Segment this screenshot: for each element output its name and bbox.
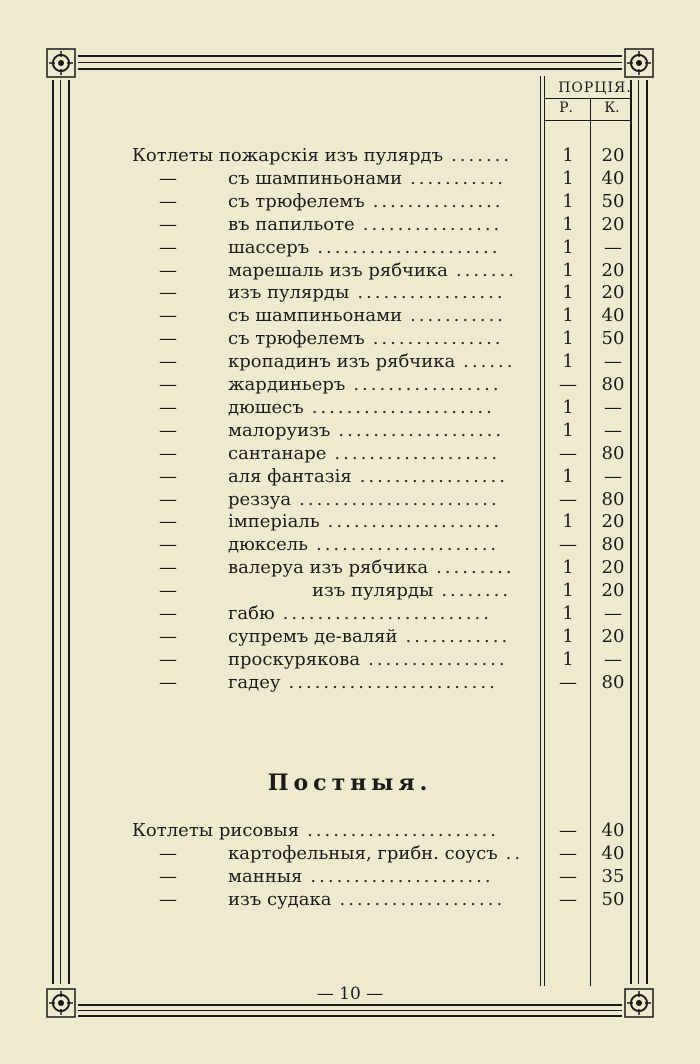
ditto-dash: — [159,625,177,647]
dot-leader: ......... [436,557,515,579]
frame-top-line [78,55,622,57]
header-underline-2 [544,120,630,121]
dot-leader: ...................... [307,820,499,841]
price-kop: — [604,603,622,624]
ditto-dash: — [159,374,177,395]
dot-leader: ..................... [310,866,494,887]
ditto-dash: — [159,282,177,304]
ornament-corner-icon [624,48,654,78]
price-rub: — [559,820,577,841]
price-kop: 40 [601,843,625,864]
menu-row [0,374,700,396]
ornament-corner-icon [46,48,76,78]
dish-name: малоруизъ [228,419,331,441]
dot-leader: ........................ [288,671,498,693]
ditto-dash: — [159,190,177,212]
dot-leader: ................. [357,282,506,304]
dot-leader: ............ [405,625,511,647]
frame-bottom-line-inner2 [78,1015,622,1017]
menu-row [0,237,700,259]
ditto-dash: — [159,843,177,864]
price-rub: 1 [562,511,574,533]
price-kop: 20 [601,511,625,533]
price-kop: — [604,648,622,670]
price-rub: — [559,866,577,887]
price-rub: 1 [562,328,574,350]
dot-leader: ................ [368,648,508,670]
price-rub: — [559,534,577,556]
menu-row [0,557,700,579]
dish-name: аля фантазія [228,465,352,487]
dot-leader: .................... [327,511,503,533]
dish-name: дюшесъ [228,396,304,418]
frame-bottom-line-inner [78,1010,622,1011]
menu-row [0,214,700,236]
rub-header: Р. [559,100,573,116]
dot-leader: ....... [455,259,517,281]
menu-row [0,351,700,373]
price-rub: 1 [562,167,574,189]
menu-row [0,282,700,304]
ditto-dash: — [159,351,177,373]
dish-name: жардиньеръ [228,374,346,395]
dot-leader: .. [505,843,524,864]
price-rub: 1 [562,580,574,602]
price-kop: 50 [601,889,625,910]
frame-top-line-inner [78,62,622,63]
price-rub: — [559,374,577,395]
dot-leader: ........ [441,580,512,602]
price-rub: 1 [562,648,574,670]
ditto-dash: — [159,419,177,441]
ditto-dash: — [159,580,177,602]
menu-row [0,305,700,327]
ditto-dash: — [159,465,177,487]
price-rub: 1 [562,625,574,647]
price-rub: 1 [562,396,574,418]
dish-name: супремъ де-валяй [228,625,398,647]
menu-row [0,843,700,865]
kop-header: К. [604,100,620,116]
price-kop: — [604,465,622,487]
price-kop: 80 [601,374,625,395]
dish-name: съ трюфелемъ [228,190,365,212]
ditto-dash: — [159,167,177,189]
menu-row [0,420,700,442]
menu-row [0,260,700,282]
price-rub: 1 [562,557,574,579]
dot-leader: ..................... [311,396,495,418]
dish-name: съ шампиньонами [228,305,403,327]
ditto-dash: — [159,889,177,910]
menu-row [0,649,700,671]
menu-row [0,534,700,556]
price-kop: 80 [601,534,625,556]
price-rub: 1 [562,305,574,327]
price-kop: 20 [601,259,625,281]
page-number: — 10 — [316,984,384,1004]
price-rub: 1 [562,282,574,304]
ditto-dash: — [159,442,177,464]
ditto-dash: — [159,866,177,887]
menu-row [0,626,700,648]
price-rub: 1 [562,145,574,166]
menu-row [0,603,700,625]
menu-row [0,889,700,911]
dot-leader: ................... [338,419,505,441]
price-rub: — [559,889,577,910]
price-kop: 20 [601,145,625,166]
dot-leader: ........... [410,305,507,327]
price-kop: 80 [601,442,625,464]
dot-leader: ............... [372,190,504,212]
price-rub: 1 [562,190,574,212]
menu-row [0,820,700,842]
dot-leader: ................... [339,889,506,910]
ditto-dash: — [159,236,177,258]
price-rub: 1 [562,213,574,235]
ditto-dash: — [159,396,177,418]
price-rub: 1 [562,465,574,487]
dot-leader: ..................... [315,534,500,556]
section-title: Постныя. [267,770,433,796]
menu-row [0,489,700,511]
menu-row [0,443,700,465]
dot-leader: ...... [463,351,516,373]
price-kop: 35 [601,866,625,887]
price-rub: 1 [562,419,574,441]
price-kop: 20 [601,213,625,235]
dish-name: Котлеты рисовыя [132,820,300,841]
price-kop: 80 [601,488,625,510]
price-rub: 1 [562,259,574,281]
dish-name: манныя [228,866,303,887]
price-kop: 40 [601,167,625,189]
dot-leader: ................... [334,442,501,464]
dish-name: гадеу [228,671,281,693]
ditto-dash: — [159,534,177,556]
price-kop: 50 [601,190,625,212]
dot-leader: ....... [451,145,513,166]
dish-name: изъ пулярды [228,282,350,304]
price-kop: — [604,396,622,418]
dish-name: реззуа [228,488,292,510]
dot-leader: ................. [359,465,508,487]
menu-row [0,397,700,419]
ditto-dash: — [159,671,177,693]
ditto-dash: — [159,259,177,281]
ditto-dash: — [159,511,177,533]
price-rub: — [559,442,577,464]
dish-name: Котлеты пожарскія изъ пулярдъ [132,145,444,166]
dot-leader: ....................... [299,488,500,510]
menu-row [0,866,700,888]
price-kop: 80 [601,671,625,693]
dish-name: кропадинъ изъ рябчика [228,351,456,373]
menu-row [0,672,700,694]
dish-name: марешаль изъ рябчика [228,259,448,281]
menu-row [0,191,700,213]
dot-leader: ............... [372,328,504,350]
dot-leader: ................ [362,213,503,235]
dish-name: проскурякова [228,648,361,670]
price-kop: 20 [601,625,625,647]
ditto-dash: — [159,213,177,235]
price-kop: 20 [601,557,625,579]
dish-name: съ шампиньонами [228,167,403,189]
header-underline [544,98,630,99]
ditto-dash: — [159,488,177,510]
menu-row [0,145,700,167]
price-kop: 40 [601,305,625,327]
portion-header: ПОРЦІЯ. [558,80,632,96]
dish-name: сантанаре [228,442,327,464]
dish-name: съ трюфелемъ [228,328,365,350]
price-kop: 40 [601,820,625,841]
price-kop: — [604,419,622,441]
ditto-dash: — [159,305,177,327]
dot-leader: ........................ [282,603,492,624]
ditto-dash: — [159,603,177,624]
frame-top-line-inner2 [78,68,622,70]
frame-bottom-line [78,1004,622,1006]
dish-name: габю [228,603,275,624]
price-kop: 50 [601,328,625,350]
price-kop: — [604,236,622,258]
price-kop: 20 [601,580,625,602]
menu-row [0,168,700,190]
dish-name: изъ пулярды [312,580,434,602]
price-rub: 1 [562,603,574,624]
dish-name: картофельныя, грибн. соусъ [228,843,498,864]
ditto-dash: — [159,328,177,350]
price-rub: — [559,671,577,693]
menu-row [0,511,700,533]
dish-name: въ папильоте [228,213,355,235]
dot-leader: ................. [353,374,502,395]
price-rub: 1 [562,351,574,373]
dish-name: дюксель [228,534,308,556]
dish-name: изъ судака [228,889,332,910]
price-kop: 20 [601,282,625,304]
dish-name: валеруа изъ рябчика [228,557,429,579]
dish-name: шассеръ [228,236,310,258]
menu-row [0,580,700,602]
dot-leader: ..................... [317,236,501,258]
price-rub: 1 [562,236,574,258]
price-rub: — [559,843,577,864]
dot-leader: ........... [410,167,507,189]
price-kop: — [604,351,622,373]
menu-row [0,328,700,350]
menu-row [0,466,700,488]
ditto-dash: — [159,648,177,670]
ditto-dash: — [159,557,177,579]
price-rub: — [559,488,577,510]
dish-name: імперіаль [228,511,320,533]
